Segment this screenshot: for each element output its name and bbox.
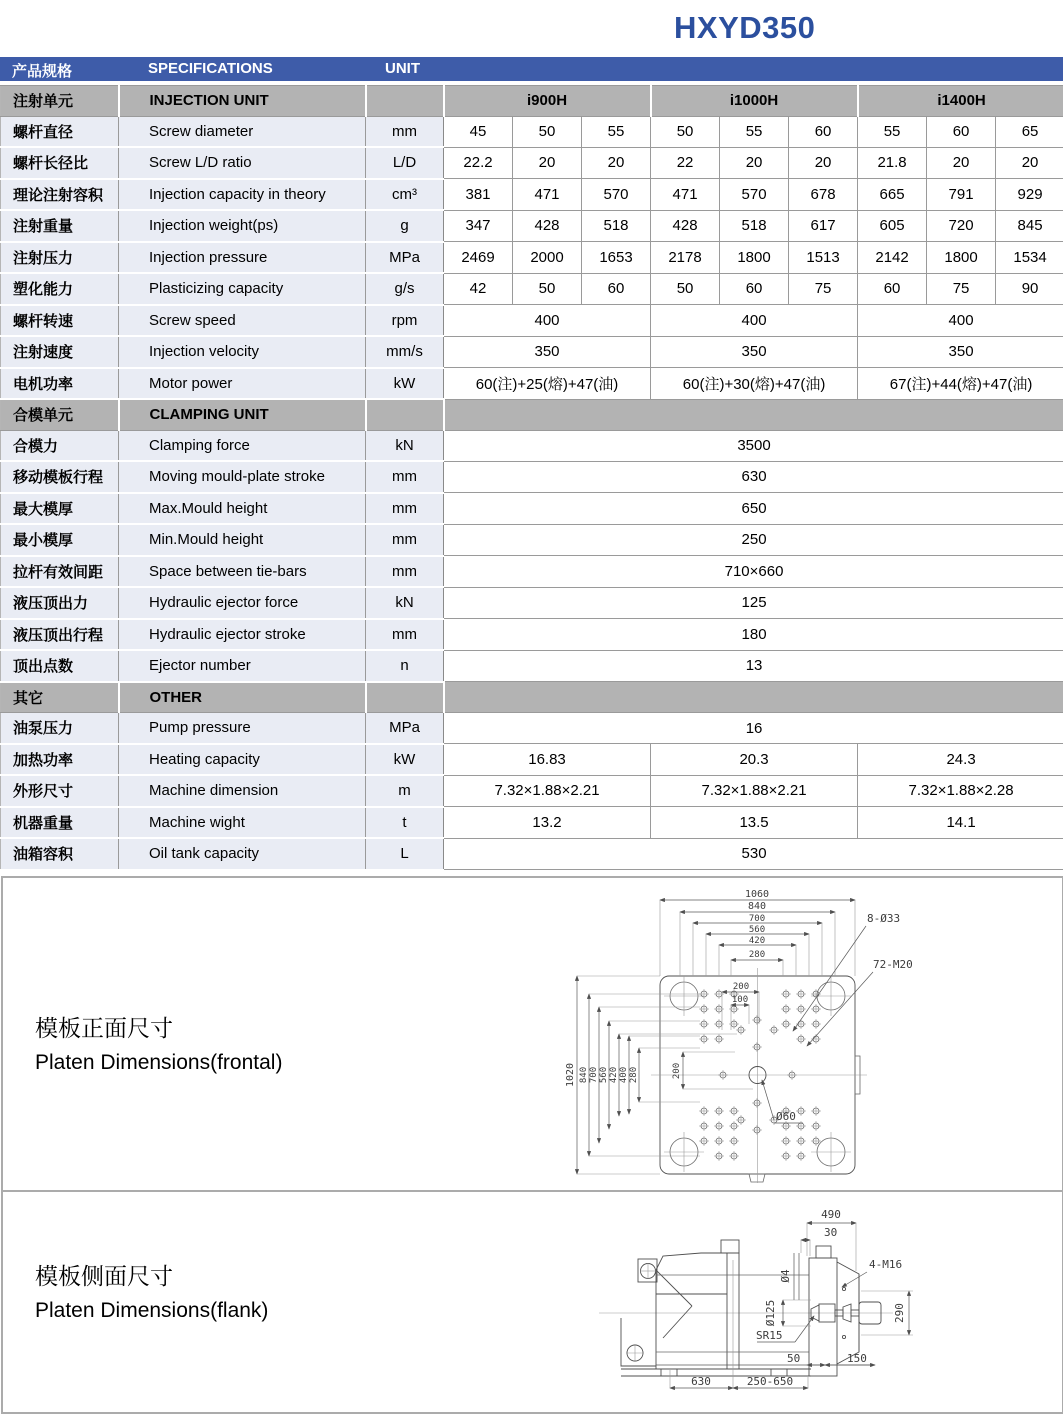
row-unit: mm — [366, 493, 444, 525]
value-cell: 75 — [927, 273, 996, 305]
value-cell: 1534 — [996, 242, 1063, 274]
row-label-en: Screw diameter — [119, 116, 366, 147]
spec-row — [1, 461, 1063, 493]
value-cell: 650 — [444, 493, 1063, 525]
dim-label: 560 — [599, 1066, 609, 1084]
value-cell: 350 — [651, 336, 858, 368]
row-label-en: Hydraulic ejector stroke — [119, 619, 366, 651]
spec-row — [1, 807, 1063, 839]
value-cell: 65 — [996, 116, 1063, 147]
value-cell: 20.3 — [651, 744, 858, 776]
section-header-row — [1, 399, 1063, 430]
annotation-tiebar-holes: 8-Ø33 — [867, 912, 901, 925]
row-label-en: Motor power — [119, 368, 366, 400]
flank-caption-cn: 模板侧面尺寸 — [35, 1263, 173, 1289]
section-label-en: CLAMPING UNIT — [119, 399, 366, 430]
section-label-cn: 其它 — [1, 682, 119, 713]
row-label-cn: 移动模板行程 — [1, 461, 119, 493]
row-label-cn: 螺杆直径 — [1, 116, 119, 147]
frontal-caption-cn: 模板正面尺寸 — [35, 1015, 173, 1041]
value-cell: 1513 — [789, 242, 858, 274]
section-label-cn: 合模单元 — [1, 399, 119, 430]
value-cell: 1653 — [582, 242, 651, 274]
spec-row — [1, 650, 1063, 682]
value-cell: 55 — [582, 116, 651, 147]
row-label-en: Machine dimension — [119, 775, 366, 807]
row-label-en: Moving mould-plate stroke — [119, 461, 366, 493]
row-label-cn: 塑化能力 — [1, 273, 119, 305]
value-cell: 20 — [996, 147, 1063, 179]
row-label-en: Min.Mould height — [119, 524, 366, 556]
value-cell: 60 — [582, 273, 651, 305]
value-cell: 791 — [927, 179, 996, 211]
value-cell: 60 — [927, 116, 996, 147]
value-cell: 13 — [444, 650, 1063, 682]
dim-label: 630 — [691, 1375, 711, 1388]
flank-dimensions-panel — [1, 1190, 1063, 1414]
value-cell: 20 — [927, 147, 996, 179]
value-cell: 14.1 — [858, 807, 1063, 839]
row-label-cn: 合模力 — [1, 430, 119, 461]
row-unit: rpm — [366, 305, 444, 337]
value-cell: 90 — [996, 273, 1063, 305]
row-label-cn: 螺杆长径比 — [1, 147, 119, 179]
value-cell: 381 — [444, 179, 513, 211]
value-cell: 22.2 — [444, 147, 513, 179]
dim-label: 840 — [747, 901, 767, 912]
spec-row — [1, 336, 1063, 368]
row-label-cn: 电机功率 — [1, 368, 119, 400]
dim-label: 400 — [619, 1066, 629, 1084]
dim-label: 560 — [748, 925, 766, 935]
dim-label: 100 — [731, 995, 749, 1005]
value-cell: 570 — [720, 179, 789, 211]
row-unit: mm — [366, 461, 444, 493]
dim-label: 280 — [629, 1066, 639, 1084]
value-cell: 720 — [927, 210, 996, 242]
section-label-en: OTHER — [119, 682, 366, 713]
value-cell: 55 — [858, 116, 927, 147]
value-cell: 60(注)+30(熔)+47(油) — [651, 368, 858, 400]
value-cell: 1800 — [720, 242, 789, 274]
row-label-en: Screw speed — [119, 305, 366, 337]
row-label-cn: 理论注射容积 — [1, 179, 119, 211]
value-cell: 42 — [444, 273, 513, 305]
row-unit: mm — [366, 619, 444, 651]
value-cell: 630 — [444, 461, 1063, 493]
spec-row — [1, 775, 1063, 807]
dim-label: 700 — [589, 1066, 599, 1084]
dim-label: 30 — [824, 1226, 838, 1239]
row-label-en: Heating capacity — [119, 744, 366, 776]
value-cell: 16 — [444, 713, 1063, 744]
row-label-cn: 最大模厚 — [1, 493, 119, 525]
value-cell: 428 — [513, 210, 582, 242]
frontal-platen-drawing — [555, 884, 985, 1186]
dim-label: 1060 — [744, 889, 770, 900]
row-unit: L — [366, 838, 444, 870]
row-label-cn: 最小模厚 — [1, 524, 119, 556]
value-cell: 13.5 — [651, 807, 858, 839]
page-title: HXYD350 — [674, 10, 816, 45]
spec-row — [1, 744, 1063, 776]
spec-row — [1, 273, 1063, 305]
frontal-dimensions-panel — [1, 876, 1063, 1192]
section-label-en: INJECTION UNIT — [119, 86, 366, 117]
row-label-en: Oil tank capacity — [119, 838, 366, 870]
table-header-bar — [0, 57, 1063, 81]
specifications-table — [0, 85, 1063, 871]
spec-row — [1, 713, 1063, 744]
value-cell: 617 — [789, 210, 858, 242]
spec-row — [1, 493, 1063, 525]
value-cell: 7.32×1.88×2.28 — [858, 775, 1063, 807]
row-label-en: Injection pressure — [119, 242, 366, 274]
value-cell: 400 — [858, 305, 1063, 337]
value-cell: 710×660 — [444, 556, 1063, 588]
row-label-cn: 注射压力 — [1, 242, 119, 274]
value-cell: 845 — [996, 210, 1063, 242]
value-cell: 2000 — [513, 242, 582, 274]
value-cell: 45 — [444, 116, 513, 147]
value-cell: 24.3 — [858, 744, 1063, 776]
dim-label: 490 — [821, 1208, 841, 1221]
row-label-en: Ejector number — [119, 650, 366, 682]
dim-label: 150 — [847, 1352, 867, 1365]
section-unit-blank — [366, 399, 444, 430]
dim-label: 200 — [672, 1062, 682, 1080]
spec-row — [1, 838, 1063, 870]
spec-row — [1, 242, 1063, 274]
row-label-cn: 油箱容积 — [1, 838, 119, 870]
spec-row — [1, 524, 1063, 556]
row-label-cn: 螺杆转速 — [1, 305, 119, 337]
value-cell: 1800 — [927, 242, 996, 274]
row-unit: cm³ — [366, 179, 444, 211]
row-label-en: Injection velocity — [119, 336, 366, 368]
dim-label: 50 — [787, 1352, 801, 1365]
section-data-blank — [444, 682, 1063, 713]
value-cell: 50 — [513, 273, 582, 305]
row-unit: kW — [366, 368, 444, 400]
value-cell: 22 — [651, 147, 720, 179]
frontal-caption-en: Platen Dimensions(frontal) — [35, 1051, 283, 1074]
dim-label: Ø4 — [779, 1269, 792, 1283]
row-unit: m — [366, 775, 444, 807]
value-cell: 50 — [651, 116, 720, 147]
value-cell: 250 — [444, 524, 1063, 556]
value-cell: 428 — [651, 210, 720, 242]
row-label-en: Clamping force — [119, 430, 366, 461]
value-cell: 13.2 — [444, 807, 651, 839]
value-cell: 50 — [513, 116, 582, 147]
row-unit: MPa — [366, 242, 444, 274]
row-label-en: Screw L/D ratio — [119, 147, 366, 179]
row-label-en: Space between tie-bars — [119, 556, 366, 588]
row-label-en: Machine wight — [119, 807, 366, 839]
section-data-blank — [444, 399, 1063, 430]
value-cell: 75 — [789, 273, 858, 305]
row-unit: kW — [366, 744, 444, 776]
section-unit-blank — [366, 682, 444, 713]
value-cell: 2142 — [858, 242, 927, 274]
row-label-cn: 外形尺寸 — [1, 775, 119, 807]
value-cell: 55 — [720, 116, 789, 147]
model-column-header: i1000H — [651, 86, 858, 117]
row-label-cn: 机器重量 — [1, 807, 119, 839]
annotation-platen-bolts: 4-M16 — [869, 1258, 903, 1271]
spec-row — [1, 430, 1063, 461]
spec-row — [1, 116, 1063, 147]
dim-label: 290 — [893, 1303, 906, 1323]
row-unit: kN — [366, 430, 444, 461]
value-cell: 400 — [444, 305, 651, 337]
row-unit: L/D — [366, 147, 444, 179]
value-cell: 21.8 — [858, 147, 927, 179]
value-cell: 350 — [858, 336, 1063, 368]
row-label-en: Injection weight(ps) — [119, 210, 366, 242]
header-unit-label: UNIT — [385, 60, 420, 77]
value-cell: 20 — [513, 147, 582, 179]
section-label-cn: 注射单元 — [1, 86, 119, 117]
row-unit: g — [366, 210, 444, 242]
row-label-en: Max.Mould height — [119, 493, 366, 525]
row-label-en: Pump pressure — [119, 713, 366, 744]
value-cell: 60 — [858, 273, 927, 305]
value-cell: 678 — [789, 179, 858, 211]
row-label-cn: 拉杆有效间距 — [1, 556, 119, 588]
value-cell: 20 — [789, 147, 858, 179]
value-cell: 20 — [720, 147, 789, 179]
annotation-center-hole: Ø60 — [776, 1110, 796, 1123]
row-label-en: Injection capacity in theory — [119, 179, 366, 211]
row-unit: mm/s — [366, 336, 444, 368]
flank-platen-drawing — [561, 1196, 981, 1408]
dim-label: 250-650 — [746, 1375, 794, 1388]
row-label-cn: 注射速度 — [1, 336, 119, 368]
model-column-header: i900H — [444, 86, 651, 117]
row-unit: MPa — [366, 713, 444, 744]
value-cell: 67(注)+44(熔)+47(油) — [858, 368, 1063, 400]
row-label-cn: 油泵压力 — [1, 713, 119, 744]
row-label-en: Plasticizing capacity — [119, 273, 366, 305]
section-header-row — [1, 682, 1063, 713]
spec-row — [1, 179, 1063, 211]
value-cell: 60(注)+25(熔)+47(油) — [444, 368, 651, 400]
value-cell: 570 — [582, 179, 651, 211]
value-cell: 125 — [444, 587, 1063, 619]
row-unit: mm — [366, 556, 444, 588]
row-unit: g/s — [366, 273, 444, 305]
value-cell: 60 — [720, 273, 789, 305]
flank-caption — [35, 1258, 268, 1323]
value-cell: 350 — [444, 336, 651, 368]
value-cell: 60 — [789, 116, 858, 147]
dim-label: 840 — [579, 1066, 589, 1084]
value-cell: 2469 — [444, 242, 513, 274]
value-cell: 530 — [444, 838, 1063, 870]
spec-row — [1, 556, 1063, 588]
row-unit: mm — [366, 116, 444, 147]
dim-label: 700 — [748, 914, 766, 924]
spec-row — [1, 210, 1063, 242]
value-cell: 518 — [720, 210, 789, 242]
value-cell: 929 — [996, 179, 1063, 211]
flank-caption-en: Platen Dimensions(flank) — [35, 1299, 269, 1322]
dim-label: SR15 — [756, 1329, 783, 1342]
dim-label: Ø125 — [764, 1299, 777, 1327]
value-cell: 605 — [858, 210, 927, 242]
row-label-cn: 注射重量 — [1, 210, 119, 242]
row-label-cn: 液压顶出力 — [1, 587, 119, 619]
row-label-en: Hydraulic ejector force — [119, 587, 366, 619]
frontal-caption — [35, 1010, 282, 1075]
value-cell: 400 — [651, 305, 858, 337]
dim-label: 200 — [732, 982, 750, 992]
dim-label: 420 — [609, 1066, 619, 1084]
value-cell: 3500 — [444, 430, 1063, 461]
value-cell: 2178 — [651, 242, 720, 274]
value-cell: 7.32×1.88×2.21 — [651, 775, 858, 807]
row-unit: n — [366, 650, 444, 682]
value-cell: 16.83 — [444, 744, 651, 776]
annotation-mounting-bolts: 72-M20 — [873, 958, 913, 971]
value-cell: 518 — [582, 210, 651, 242]
value-cell: 7.32×1.88×2.21 — [444, 775, 651, 807]
row-label-cn: 液压顶出行程 — [1, 619, 119, 651]
value-cell: 665 — [858, 179, 927, 211]
value-cell: 471 — [651, 179, 720, 211]
model-column-header: i1400H — [858, 86, 1063, 117]
header-product-spec-label: 产品规格 — [12, 63, 73, 80]
section-header-row — [1, 86, 1063, 117]
value-cell: 50 — [651, 273, 720, 305]
row-label-cn: 顶出点数 — [1, 650, 119, 682]
value-cell: 347 — [444, 210, 513, 242]
value-cell: 180 — [444, 619, 1063, 651]
header-specifications-label: SPECIFICATIONS — [148, 60, 273, 77]
row-unit: t — [366, 807, 444, 839]
spec-row — [1, 368, 1063, 400]
row-unit: mm — [366, 524, 444, 556]
row-label-cn: 加热功率 — [1, 744, 119, 776]
row-unit: kN — [366, 587, 444, 619]
dim-label: 420 — [748, 936, 766, 946]
spec-row — [1, 147, 1063, 179]
dim-label: 280 — [748, 950, 766, 960]
spec-row — [1, 587, 1063, 619]
value-cell: 471 — [513, 179, 582, 211]
spec-row — [1, 619, 1063, 651]
dim-label: 1020 — [565, 1062, 576, 1088]
section-unit-blank — [366, 86, 444, 117]
spec-row — [1, 305, 1063, 337]
value-cell: 20 — [582, 147, 651, 179]
